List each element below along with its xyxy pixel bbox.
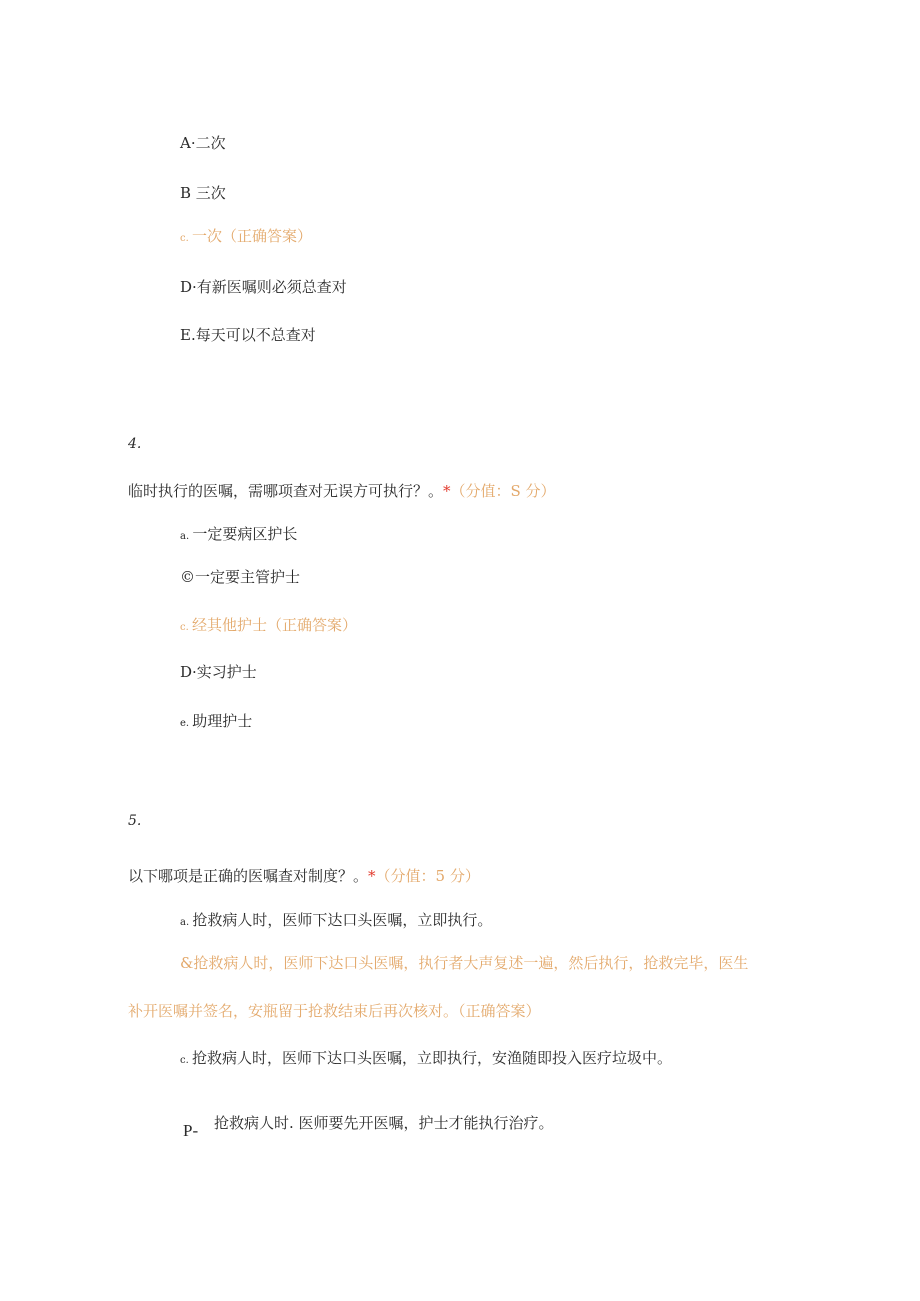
option-text: 每天可以不总查对 bbox=[195, 326, 316, 344]
question-number: 5. bbox=[128, 813, 142, 829]
required-star: * bbox=[368, 867, 376, 885]
option-text: 实习护士 bbox=[196, 663, 257, 681]
option-c-correct[interactable] bbox=[180, 615, 357, 638]
option-d[interactable] bbox=[214, 1113, 554, 1133]
option-d[interactable] bbox=[180, 662, 257, 682]
option-prefix: c. bbox=[180, 233, 192, 244]
score-label: （分值：S 分） bbox=[450, 482, 556, 500]
option-text: 抢救病人时. 医师要先开医嘱，护士才能执行治疗。 bbox=[214, 1114, 554, 1132]
option-prefix: A· bbox=[180, 134, 196, 152]
option-b[interactable] bbox=[180, 183, 226, 203]
option-prefix: D· bbox=[180, 278, 197, 296]
option-prefix: a. bbox=[180, 917, 193, 928]
option-d-prefix[interactable] bbox=[183, 1121, 198, 1141]
option-prefix: e. bbox=[180, 718, 193, 729]
question-text: 以下哪项是正确的医嘱查对制度？。 bbox=[128, 867, 369, 885]
option-c[interactable] bbox=[180, 1048, 672, 1071]
option-text: 助理护士 bbox=[192, 712, 253, 730]
option-prefix: c. bbox=[180, 622, 192, 633]
option-text: 一定要病区护长 bbox=[192, 525, 298, 543]
question-stem bbox=[128, 866, 480, 886]
option-prefix: © bbox=[180, 568, 195, 586]
question-number: 4. bbox=[128, 436, 142, 452]
option-text: 抢救病人时，医师下达口头医嘱，立即执行。 bbox=[192, 911, 493, 929]
option-a[interactable] bbox=[180, 133, 226, 153]
option-prefix: P- bbox=[183, 1121, 199, 1140]
required-star: * bbox=[443, 482, 451, 500]
option-prefix: a. bbox=[180, 531, 193, 542]
question-stem bbox=[128, 481, 556, 501]
option-e[interactable] bbox=[180, 325, 316, 345]
option-text: 抢救病人时，医师下达口头医嘱，立即执行，安渔随即投入医疗垃圾中。 bbox=[191, 1049, 672, 1067]
question-text: 临时执行的医嘱，需哪项查对无误方可执行？。 bbox=[128, 482, 444, 500]
option-a[interactable] bbox=[180, 910, 492, 933]
option-e[interactable] bbox=[180, 711, 252, 734]
option-prefix: c. bbox=[180, 1055, 192, 1066]
option-d[interactable] bbox=[180, 277, 347, 297]
option-b-correct[interactable] bbox=[180, 953, 748, 973]
option-text: 三次 bbox=[195, 184, 226, 202]
option-prefix: & bbox=[180, 954, 194, 972]
option-c-correct[interactable] bbox=[180, 226, 312, 249]
option-prefix: B bbox=[180, 184, 196, 202]
option-text: 有新医嘱则必须总查对 bbox=[196, 278, 347, 296]
option-text: 一次（正确答案） bbox=[191, 227, 312, 245]
option-b-correct-continued bbox=[128, 1001, 541, 1021]
option-a[interactable] bbox=[180, 524, 297, 547]
option-prefix: D· bbox=[180, 663, 197, 681]
score-label: （分值：5 分） bbox=[375, 867, 480, 885]
option-text: 抢救病人时，医师下达口头医嘱，执行者大声复述一遍，然后执行，抢救完毕，医生 bbox=[193, 954, 749, 972]
option-text-continued: 补开医嘱并签名，安瓶留于抢救结束后再次核对。（正确答案） bbox=[128, 1002, 541, 1020]
option-text: 二次 bbox=[195, 134, 226, 152]
option-prefix: E. bbox=[180, 326, 196, 344]
option-text: 一定要主管护士 bbox=[195, 568, 301, 586]
option-b[interactable] bbox=[180, 567, 300, 587]
option-text: 经其他护士（正确答案） bbox=[191, 616, 357, 634]
